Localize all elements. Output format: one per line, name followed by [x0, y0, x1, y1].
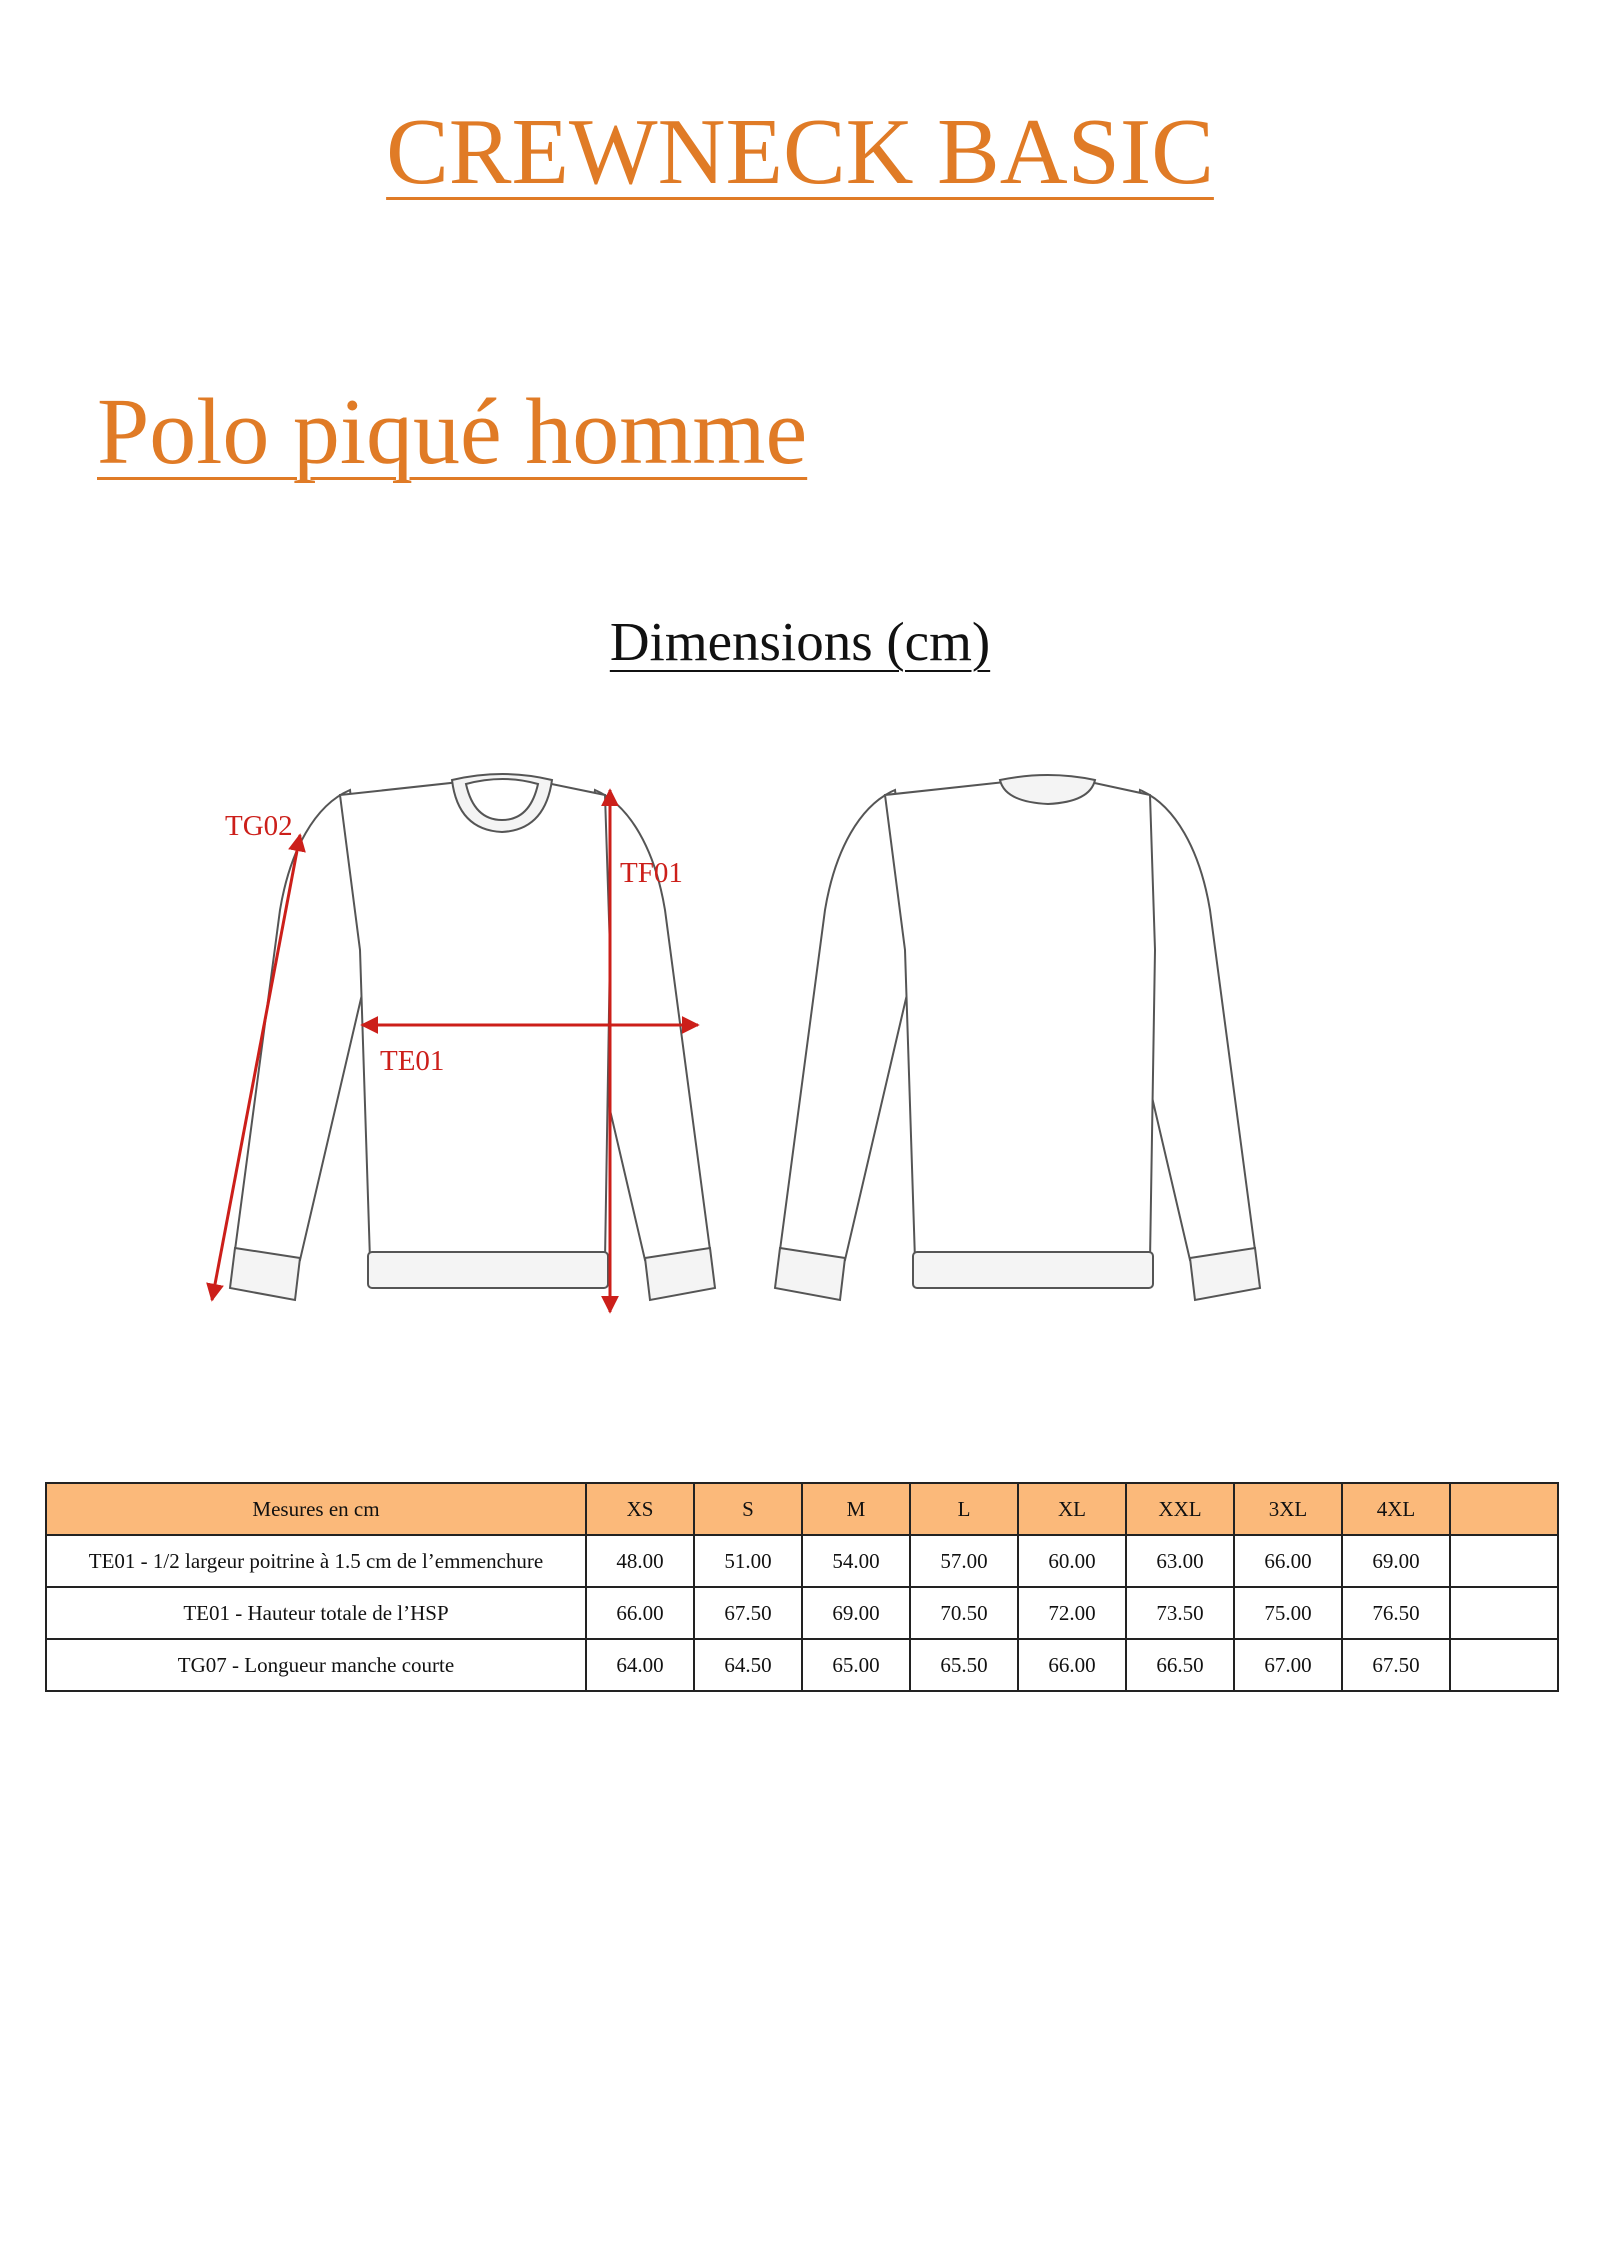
table-cell: 48.00	[586, 1535, 694, 1587]
front-left-cuff	[230, 1248, 300, 1300]
tf01-label: TF01	[620, 857, 683, 889]
table-cell: 66.00	[1018, 1639, 1126, 1691]
table-cell: 67.50	[1342, 1639, 1450, 1691]
column-header: S	[694, 1483, 802, 1535]
table-cell: 64.00	[586, 1639, 694, 1691]
table-cell-empty	[1450, 1639, 1558, 1691]
front-body	[340, 782, 610, 1260]
front-right-cuff	[645, 1248, 715, 1300]
column-header: XS	[586, 1483, 694, 1535]
table-cell: 64.50	[694, 1639, 802, 1691]
column-header: M	[802, 1483, 910, 1535]
table-row	[46, 1639, 1558, 1691]
back-body	[885, 782, 1155, 1260]
table-cell: 66.00	[586, 1587, 694, 1639]
column-header: 4XL	[1342, 1483, 1450, 1535]
column-header: Mesures en cm	[46, 1483, 586, 1535]
table-cell: 60.00	[1018, 1535, 1126, 1587]
table-cell: 73.50	[1126, 1587, 1234, 1639]
table-cell: 66.50	[1126, 1639, 1234, 1691]
table-cell: 51.00	[694, 1535, 802, 1587]
sweater-back	[775, 775, 1260, 1300]
page-subtitle: Polo piqué homme	[97, 380, 808, 484]
front-waistband	[368, 1252, 608, 1288]
garment-diagram-svg	[190, 760, 1430, 1400]
column-header: L	[910, 1483, 1018, 1535]
back-waistband	[913, 1252, 1153, 1288]
table-cell: 65.00	[802, 1639, 910, 1691]
measure-label: TE01 - 1/2 largeur poitrine à 1.5 cm de l’emmenchure	[46, 1535, 586, 1587]
table-cell-empty	[1450, 1587, 1558, 1639]
column-header: XL	[1018, 1483, 1126, 1535]
sweater-front	[230, 774, 715, 1300]
column-header: XXL	[1126, 1483, 1234, 1535]
size-table	[45, 1482, 1559, 1692]
table-cell: 67.00	[1234, 1639, 1342, 1691]
table-cell: 75.00	[1234, 1587, 1342, 1639]
table-cell: 69.00	[802, 1587, 910, 1639]
size-table-header-row	[46, 1483, 1558, 1535]
table-cell: 63.00	[1126, 1535, 1234, 1587]
tg02-label: TG02	[225, 810, 293, 842]
page-title: CREWNECK BASIC	[386, 100, 1214, 204]
table-row	[46, 1535, 1558, 1587]
table-cell: 57.00	[910, 1535, 1018, 1587]
table-cell: 72.00	[1018, 1587, 1126, 1639]
back-right-cuff	[1190, 1248, 1260, 1300]
column-header: 3XL	[1234, 1483, 1342, 1535]
table-cell-empty	[1450, 1535, 1558, 1587]
te01-label: TE01	[380, 1045, 445, 1077]
table-row	[46, 1587, 1558, 1639]
back-left-cuff	[775, 1248, 845, 1300]
table-cell: 54.00	[802, 1535, 910, 1587]
table-cell: 65.50	[910, 1639, 1018, 1691]
garment-diagram	[190, 760, 1430, 1400]
table-cell: 67.50	[694, 1587, 802, 1639]
column-header-empty	[1450, 1483, 1558, 1535]
table-cell: 70.50	[910, 1587, 1018, 1639]
table-cell: 66.00	[1234, 1535, 1342, 1587]
table-cell: 69.00	[1342, 1535, 1450, 1587]
table-cell: 76.50	[1342, 1587, 1450, 1639]
measure-label: TE01 - Hauteur totale de l’HSP	[46, 1587, 586, 1639]
measure-label: TG07 - Longueur manche courte	[46, 1639, 586, 1691]
section-title: Dimensions (cm)	[609, 611, 991, 672]
